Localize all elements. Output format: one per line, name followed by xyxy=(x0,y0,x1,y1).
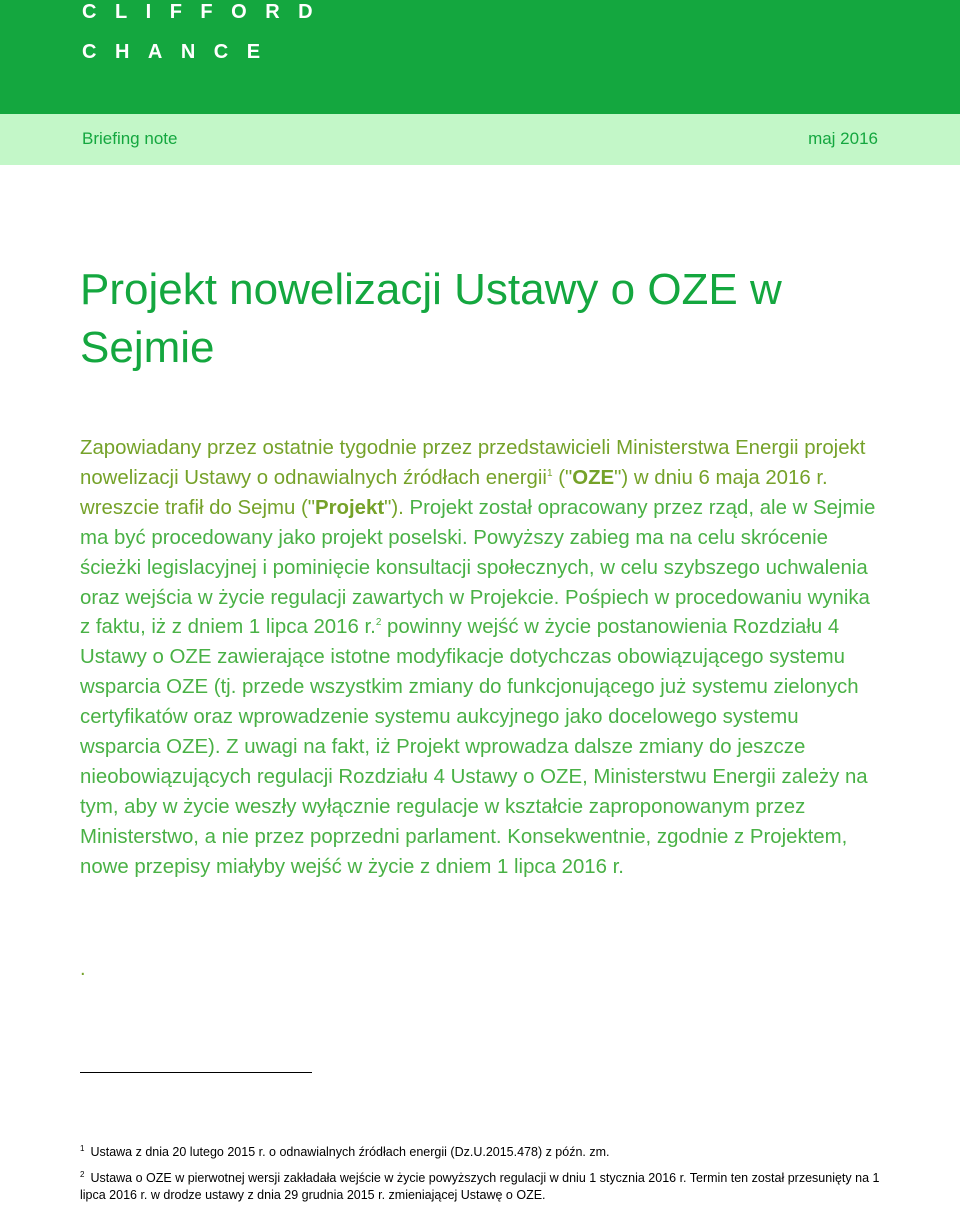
footnote-2-text: Ustawa o OZE w pierwotnej wersji zakładała wejście w życie powyższych regulacji w dniu 1 stycznia 2016 r. Termin ten został przesunięty na 1 lipca 2016 r. w drodze ustawy z dnia 29 grudnia 2015 r. zmieniającej Ustawę o OZE. xyxy=(80,1171,880,1202)
lead-text-1: Zapowiadany przez ostatnie tygodnie przez przedstawicieli Ministerstwa Energii projekt nowelizacji Ustawy o odnawialnych źródłach energii xyxy=(80,437,866,489)
lead-text-5: Projekt został opracowany przez rząd, ale w Sejmie ma być procedowany jako projekt poselski. Powyższy zabieg ma na celu skrócenie ścieżki legislacyjnej i pominięcie konsultacji społecznych, w celu szybszego uchwalenia oraz wejścia w życie regulacji zawartych w Projekcie. Pośpiech w procedowaniu wynika z faktu, iż z dniem 1 lipca 2016 r. xyxy=(80,496,876,639)
lead-paragraph xyxy=(80,434,880,883)
footnote-divider xyxy=(80,1072,312,1073)
lead-text-6: powinny wejść w życie postanowienia Rozdziału 4 Ustawy o OZE zawierające istotne modyfikacje dotychczas obowiązującego systemu wsparcia OZE (tj. przede wszystkim zmiany do funkcjonującego już systemu zielonych certyfikatów oraz wprowadzenie systemu aukcyjnego jako docelowego systemu wsparcia OZE). Z uwagi na fakt, iż Projekt wprowadza dalsze zmiany do jeszcze nieobowiązujących regulacji Rozdziału 4 Ustawy o OZE, Ministerstwu Energii zależy na tym, aby w życie weszły wyłącznie regulacje w kształcie zaproponowanym przez Ministerstwo, a nie przez poprzedni parlament. Konsekwentnie, zgodnie z Projektem, nowe przepisy miałyby wejść w życie z dniem 1 lipca 2016 r. xyxy=(80,616,868,878)
briefing-date: maj 2016 xyxy=(808,129,878,148)
brand-header xyxy=(0,0,960,114)
lead-text-4: "). xyxy=(384,496,410,519)
footnote-2-mark: 2 xyxy=(80,1170,85,1179)
footnote-1 xyxy=(80,1144,900,1161)
footnote-2 xyxy=(80,1170,900,1204)
footnote-ref-2: 2 xyxy=(375,617,382,629)
briefing-type: Briefing note xyxy=(82,129,178,148)
page-title: Projekt nowelizacji Ustawy o OZE w Sejmie xyxy=(80,265,782,372)
footnote-ref-1: 1 xyxy=(546,467,553,479)
lead-text-3: ") w dniu 6 maja 2016 r. wreszcie trafił do Sejmu (" xyxy=(80,466,828,519)
defined-term-projekt: Projekt xyxy=(315,496,385,519)
defined-term-oze: OZE xyxy=(572,466,615,489)
logo-chance: CHANCE xyxy=(82,41,279,63)
lead-text-2: (" xyxy=(552,466,573,489)
footnote-1-mark: 1 xyxy=(80,1144,85,1153)
stray-dot: . xyxy=(80,958,86,980)
footnote-1-text: Ustawa z dnia 20 lutego 2015 r. o odnawialnych źródłach energii (Dz.U.2015.478) z późn. zm. xyxy=(90,1145,610,1159)
logo-clifford: CLIFFORD xyxy=(82,1,332,23)
